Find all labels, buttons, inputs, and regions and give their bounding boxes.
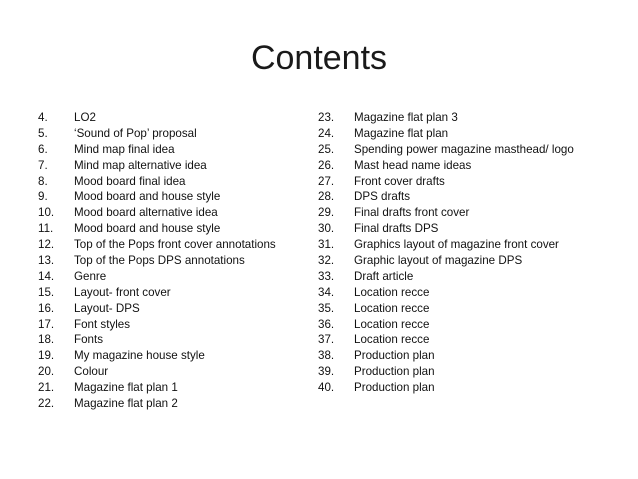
list-item bbox=[38, 221, 276, 237]
item-text: Graphics layout of magazine front cover bbox=[354, 238, 559, 252]
list-item bbox=[318, 301, 574, 317]
item-text: Layout- DPS bbox=[74, 301, 140, 315]
item-number: 39. bbox=[318, 365, 335, 379]
list-item bbox=[38, 237, 276, 253]
list-item bbox=[318, 380, 574, 396]
item-text: Top of the Pops front cover annotations bbox=[74, 238, 276, 252]
item-text: Font styles bbox=[74, 317, 131, 331]
contents-list-right bbox=[318, 110, 574, 396]
item-number: 13. bbox=[38, 254, 55, 268]
item-text: Mood board and house style bbox=[74, 190, 221, 204]
list-item bbox=[38, 269, 276, 285]
item-number: 20. bbox=[38, 365, 55, 379]
list-item bbox=[318, 126, 574, 142]
list-item bbox=[318, 364, 574, 380]
item-number: 25. bbox=[318, 142, 335, 156]
item-text: Location recce bbox=[354, 317, 430, 331]
item-text: DPS drafts bbox=[354, 190, 411, 204]
item-number: 16. bbox=[38, 301, 55, 315]
list-item bbox=[318, 285, 574, 301]
list-item bbox=[318, 348, 574, 364]
item-text: Spending power magazine masthead/ logo bbox=[354, 142, 574, 156]
item-number: 40. bbox=[318, 381, 335, 395]
list-item bbox=[318, 189, 574, 205]
item-text: Layout- front cover bbox=[74, 285, 171, 299]
item-number: 17. bbox=[38, 317, 55, 331]
item-text: Final drafts DPS bbox=[354, 222, 439, 236]
list-item bbox=[38, 253, 276, 269]
list-item bbox=[318, 332, 574, 348]
item-number: 32. bbox=[318, 254, 335, 268]
item-text: Mast head name ideas bbox=[354, 158, 472, 172]
list-item bbox=[38, 158, 276, 174]
list-item bbox=[38, 301, 276, 317]
list-item bbox=[318, 269, 574, 285]
list-item bbox=[318, 174, 574, 190]
item-text: Fonts bbox=[74, 333, 103, 347]
list-item bbox=[38, 364, 276, 380]
item-text: Magazine flat plan 1 bbox=[74, 381, 178, 395]
list-item bbox=[318, 221, 574, 237]
item-text: Genre bbox=[74, 269, 107, 283]
item-text: Colour bbox=[74, 365, 109, 379]
item-text: Magazine flat plan 3 bbox=[354, 111, 458, 124]
list-item bbox=[38, 205, 276, 221]
item-text: Magazine flat plan 2 bbox=[74, 397, 178, 411]
item-text: My magazine house style bbox=[74, 349, 205, 363]
list-item bbox=[318, 158, 574, 174]
item-text: Mind map final idea bbox=[74, 142, 175, 156]
list-item bbox=[38, 174, 276, 190]
item-number: 31. bbox=[318, 238, 335, 252]
item-number: 24. bbox=[318, 126, 335, 140]
list-item bbox=[318, 253, 574, 269]
item-text: Mood board final idea bbox=[74, 174, 186, 188]
item-number: 28. bbox=[318, 190, 335, 204]
item-text: LO2 bbox=[74, 111, 96, 124]
item-number: 23. bbox=[318, 111, 335, 124]
item-number: 29. bbox=[318, 206, 335, 220]
item-number: 7. bbox=[38, 158, 48, 172]
item-number: 37. bbox=[318, 333, 335, 347]
item-number: 12. bbox=[38, 238, 55, 252]
item-text: Mind map alternative idea bbox=[74, 158, 207, 172]
item-number: 27. bbox=[318, 174, 335, 188]
item-text: ‘Sound of Pop’ proposal bbox=[74, 126, 197, 140]
item-number: 4. bbox=[38, 111, 48, 124]
item-number: 36. bbox=[318, 317, 335, 331]
item-text: Production plan bbox=[354, 381, 435, 395]
contents-list-left bbox=[38, 110, 276, 412]
list-item bbox=[38, 380, 276, 396]
item-number: 26. bbox=[318, 158, 335, 172]
list-item bbox=[38, 332, 276, 348]
item-number: 38. bbox=[318, 349, 335, 363]
list-item bbox=[38, 348, 276, 364]
item-text: Production plan bbox=[354, 365, 435, 379]
list-item bbox=[38, 396, 276, 412]
list-item bbox=[38, 126, 276, 142]
item-text: Mood board and house style bbox=[74, 222, 221, 236]
item-number: 11. bbox=[38, 222, 54, 236]
item-number: 14. bbox=[38, 269, 55, 283]
item-number: 10. bbox=[38, 206, 55, 220]
list-item bbox=[318, 110, 574, 126]
item-text: Draft article bbox=[354, 269, 414, 283]
item-text: Production plan bbox=[354, 349, 435, 363]
item-text: Location recce bbox=[354, 285, 430, 299]
item-number: 15. bbox=[38, 285, 55, 299]
item-number: 22. bbox=[38, 397, 55, 411]
item-number: 19. bbox=[38, 349, 55, 363]
item-number: 35. bbox=[318, 301, 335, 315]
item-text: Magazine flat plan bbox=[354, 126, 449, 140]
list-item bbox=[318, 317, 574, 333]
item-number: 9. bbox=[38, 190, 48, 204]
list-item bbox=[38, 110, 276, 126]
item-text: Front cover drafts bbox=[354, 174, 445, 188]
item-text: Graphic layout of magazine DPS bbox=[354, 254, 523, 268]
item-number: 8. bbox=[38, 174, 48, 188]
item-text: Mood board alternative idea bbox=[74, 206, 218, 220]
list-item bbox=[38, 285, 276, 301]
item-number: 33. bbox=[318, 269, 335, 283]
item-text: Location recce bbox=[354, 301, 430, 315]
item-number: 34. bbox=[318, 285, 335, 299]
item-text: Final drafts front cover bbox=[354, 206, 470, 220]
list-item bbox=[318, 205, 574, 221]
item-number: 21. bbox=[38, 381, 55, 395]
item-number: 6. bbox=[38, 142, 48, 156]
list-item bbox=[38, 189, 276, 205]
item-text: Top of the Pops DPS annotations bbox=[74, 254, 245, 268]
page-title: Contents bbox=[250, 39, 388, 77]
item-number: 30. bbox=[318, 222, 335, 236]
list-item bbox=[38, 142, 276, 158]
list-item bbox=[38, 317, 276, 333]
list-item bbox=[318, 237, 574, 253]
item-text: Location recce bbox=[354, 333, 430, 347]
item-number: 5. bbox=[38, 126, 48, 140]
item-number: 18. bbox=[38, 333, 55, 347]
list-item bbox=[318, 142, 574, 158]
